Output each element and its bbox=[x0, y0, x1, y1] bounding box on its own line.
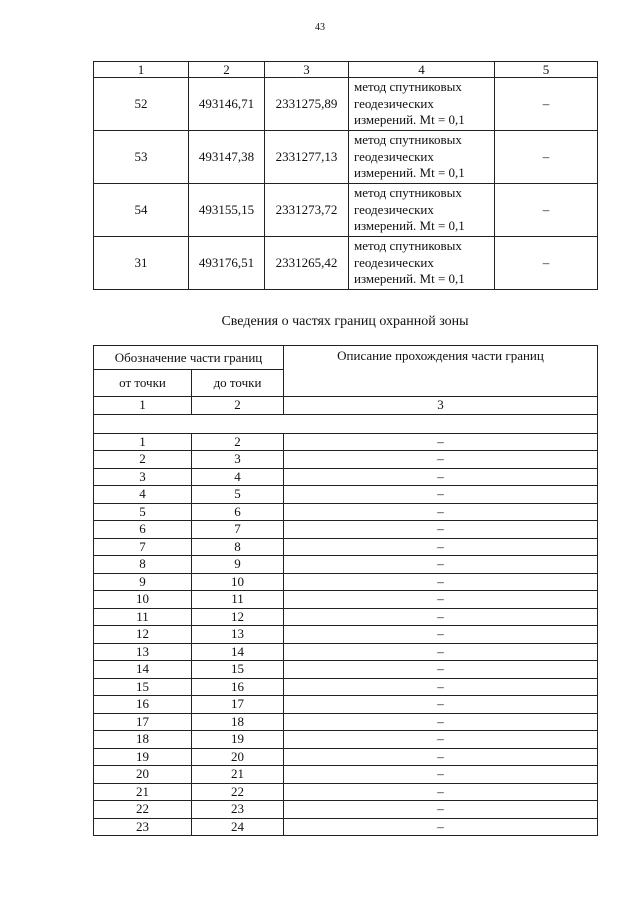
description-cell: – bbox=[284, 521, 598, 539]
description-cell: – bbox=[284, 608, 598, 626]
table-row bbox=[94, 591, 598, 609]
from-point: 14 bbox=[94, 661, 192, 679]
coordinate-x: 493155,15 bbox=[189, 184, 265, 237]
note-cell: – bbox=[495, 184, 598, 237]
to-point: 9 bbox=[192, 556, 284, 574]
from-point: 10 bbox=[94, 591, 192, 609]
table-row bbox=[94, 696, 598, 714]
to-point: 13 bbox=[192, 626, 284, 644]
method-cell bbox=[349, 131, 495, 184]
table-row bbox=[94, 661, 598, 679]
from-point: 15 bbox=[94, 678, 192, 696]
from-point: 9 bbox=[94, 573, 192, 591]
coordinate-y: 2331275,89 bbox=[265, 78, 349, 131]
parts-column-numbers-row bbox=[94, 397, 598, 415]
section-caption: Сведения о частях границ охранной зоны bbox=[221, 314, 469, 329]
method-cell bbox=[349, 184, 495, 237]
table-row bbox=[94, 643, 598, 661]
description-cell: – bbox=[284, 503, 598, 521]
to-point: 11 bbox=[192, 591, 284, 609]
coordinates-table bbox=[93, 61, 598, 290]
method-line: геодезических bbox=[354, 254, 434, 270]
method-line: метод спутниковых bbox=[354, 238, 462, 254]
from-point: 1 bbox=[94, 433, 192, 451]
description-cell: – bbox=[284, 538, 598, 556]
to-point: 24 bbox=[192, 818, 284, 836]
col-number: 2 bbox=[189, 62, 265, 78]
to-point: 6 bbox=[192, 503, 284, 521]
to-point: 18 bbox=[192, 713, 284, 731]
description-cell: – bbox=[284, 766, 598, 784]
description-cell: – bbox=[284, 696, 598, 714]
point-number: 53 bbox=[94, 131, 189, 184]
table-row bbox=[94, 521, 598, 539]
to-point-header: до точки bbox=[192, 370, 284, 397]
description-cell: – bbox=[284, 451, 598, 469]
method-line: измерений. Mt = 0,1 bbox=[354, 165, 465, 181]
col-number: 2 bbox=[192, 397, 284, 415]
note-cell: – bbox=[495, 131, 598, 184]
table-row bbox=[94, 713, 598, 731]
from-point: 20 bbox=[94, 766, 192, 784]
table-row bbox=[94, 801, 598, 819]
table-row bbox=[94, 748, 598, 766]
to-point: 23 bbox=[192, 801, 284, 819]
description-cell: – bbox=[284, 678, 598, 696]
note-cell: – bbox=[495, 78, 598, 131]
description-cell: – bbox=[284, 556, 598, 574]
from-point: 2 bbox=[94, 451, 192, 469]
description-header: Описание прохождения части границ bbox=[284, 346, 598, 397]
method-line: измерений. Mt = 0,1 bbox=[354, 218, 465, 234]
page-number: 43 bbox=[315, 22, 325, 33]
coordinate-x: 493176,51 bbox=[189, 237, 265, 290]
method-line: измерений. Mt = 0,1 bbox=[354, 271, 465, 287]
table-row bbox=[94, 131, 598, 184]
method-cell bbox=[349, 237, 495, 290]
method-line: геодезических bbox=[354, 148, 434, 164]
to-point: 17 bbox=[192, 696, 284, 714]
to-point: 3 bbox=[192, 451, 284, 469]
description-cell: – bbox=[284, 643, 598, 661]
point-number: 31 bbox=[94, 237, 189, 290]
to-point: 22 bbox=[192, 783, 284, 801]
from-point: 17 bbox=[94, 713, 192, 731]
description-cell: – bbox=[284, 818, 598, 836]
to-point: 5 bbox=[192, 486, 284, 504]
table-row bbox=[94, 678, 598, 696]
table-row bbox=[94, 451, 598, 469]
table-row bbox=[94, 184, 598, 237]
coordinate-x: 493146,71 bbox=[189, 78, 265, 131]
table-row bbox=[94, 731, 598, 749]
description-cell: – bbox=[284, 591, 598, 609]
from-point: 7 bbox=[94, 538, 192, 556]
from-point: 23 bbox=[94, 818, 192, 836]
from-point: 21 bbox=[94, 783, 192, 801]
from-point: 4 bbox=[94, 486, 192, 504]
method-line: метод спутниковых bbox=[354, 185, 462, 201]
from-point: 18 bbox=[94, 731, 192, 749]
table-row bbox=[94, 78, 598, 131]
from-point: 11 bbox=[94, 608, 192, 626]
table-row bbox=[94, 626, 598, 644]
to-point: 4 bbox=[192, 468, 284, 486]
description-cell: – bbox=[284, 783, 598, 801]
from-point: 5 bbox=[94, 503, 192, 521]
to-point: 15 bbox=[192, 661, 284, 679]
description-cell: – bbox=[284, 573, 598, 591]
table-row bbox=[94, 468, 598, 486]
empty-cell bbox=[94, 414, 598, 433]
description-cell: – bbox=[284, 626, 598, 644]
col-number: 1 bbox=[94, 397, 192, 415]
method-line: измерений. Mt = 0,1 bbox=[354, 112, 465, 128]
description-cell: – bbox=[284, 486, 598, 504]
table-row bbox=[94, 818, 598, 836]
table-row bbox=[94, 556, 598, 574]
to-point: 14 bbox=[192, 643, 284, 661]
method-cell bbox=[349, 78, 495, 131]
from-point: 19 bbox=[94, 748, 192, 766]
from-point: 16 bbox=[94, 696, 192, 714]
description-cell: – bbox=[284, 713, 598, 731]
from-point-header: от точки bbox=[94, 370, 192, 397]
coordinates-header-row bbox=[94, 62, 598, 78]
designation-header: Обозначение части границ bbox=[94, 346, 284, 370]
note-cell: – bbox=[495, 237, 598, 290]
col-number: 3 bbox=[284, 397, 598, 415]
table-row bbox=[94, 573, 598, 591]
col-number: 3 bbox=[265, 62, 349, 78]
from-point: 22 bbox=[94, 801, 192, 819]
to-point: 10 bbox=[192, 573, 284, 591]
to-point: 7 bbox=[192, 521, 284, 539]
empty-spacer-row bbox=[94, 414, 598, 433]
to-point: 20 bbox=[192, 748, 284, 766]
to-point: 19 bbox=[192, 731, 284, 749]
description-cell: – bbox=[284, 468, 598, 486]
coordinate-x: 493147,38 bbox=[189, 131, 265, 184]
from-point: 3 bbox=[94, 468, 192, 486]
method-line: геодезических bbox=[354, 95, 434, 111]
table-row bbox=[94, 608, 598, 626]
parts-header-row bbox=[94, 346, 598, 370]
table-row bbox=[94, 486, 598, 504]
table-row bbox=[94, 766, 598, 784]
table-row bbox=[94, 237, 598, 290]
description-cell: – bbox=[284, 801, 598, 819]
to-point: 2 bbox=[192, 433, 284, 451]
description-cell: – bbox=[284, 433, 598, 451]
table-row bbox=[94, 783, 598, 801]
col-number: 1 bbox=[94, 62, 189, 78]
to-point: 12 bbox=[192, 608, 284, 626]
table-row bbox=[94, 538, 598, 556]
description-cell: – bbox=[284, 661, 598, 679]
coordinate-y: 2331265,42 bbox=[265, 237, 349, 290]
from-point: 12 bbox=[94, 626, 192, 644]
method-line: метод спутниковых bbox=[354, 79, 462, 95]
point-number: 52 bbox=[94, 78, 189, 131]
from-point: 6 bbox=[94, 521, 192, 539]
table-row bbox=[94, 503, 598, 521]
from-point: 13 bbox=[94, 643, 192, 661]
table-row bbox=[94, 433, 598, 451]
coordinate-y: 2331277,13 bbox=[265, 131, 349, 184]
boundary-parts-table bbox=[93, 345, 598, 836]
description-cell: – bbox=[284, 731, 598, 749]
to-point: 8 bbox=[192, 538, 284, 556]
col-number: 4 bbox=[349, 62, 495, 78]
method-line: метод спутниковых bbox=[354, 132, 462, 148]
to-point: 16 bbox=[192, 678, 284, 696]
col-number: 5 bbox=[495, 62, 598, 78]
from-point: 8 bbox=[94, 556, 192, 574]
point-number: 54 bbox=[94, 184, 189, 237]
method-line: геодезических bbox=[354, 201, 434, 217]
coordinate-y: 2331273,72 bbox=[265, 184, 349, 237]
description-cell: – bbox=[284, 748, 598, 766]
to-point: 21 bbox=[192, 766, 284, 784]
